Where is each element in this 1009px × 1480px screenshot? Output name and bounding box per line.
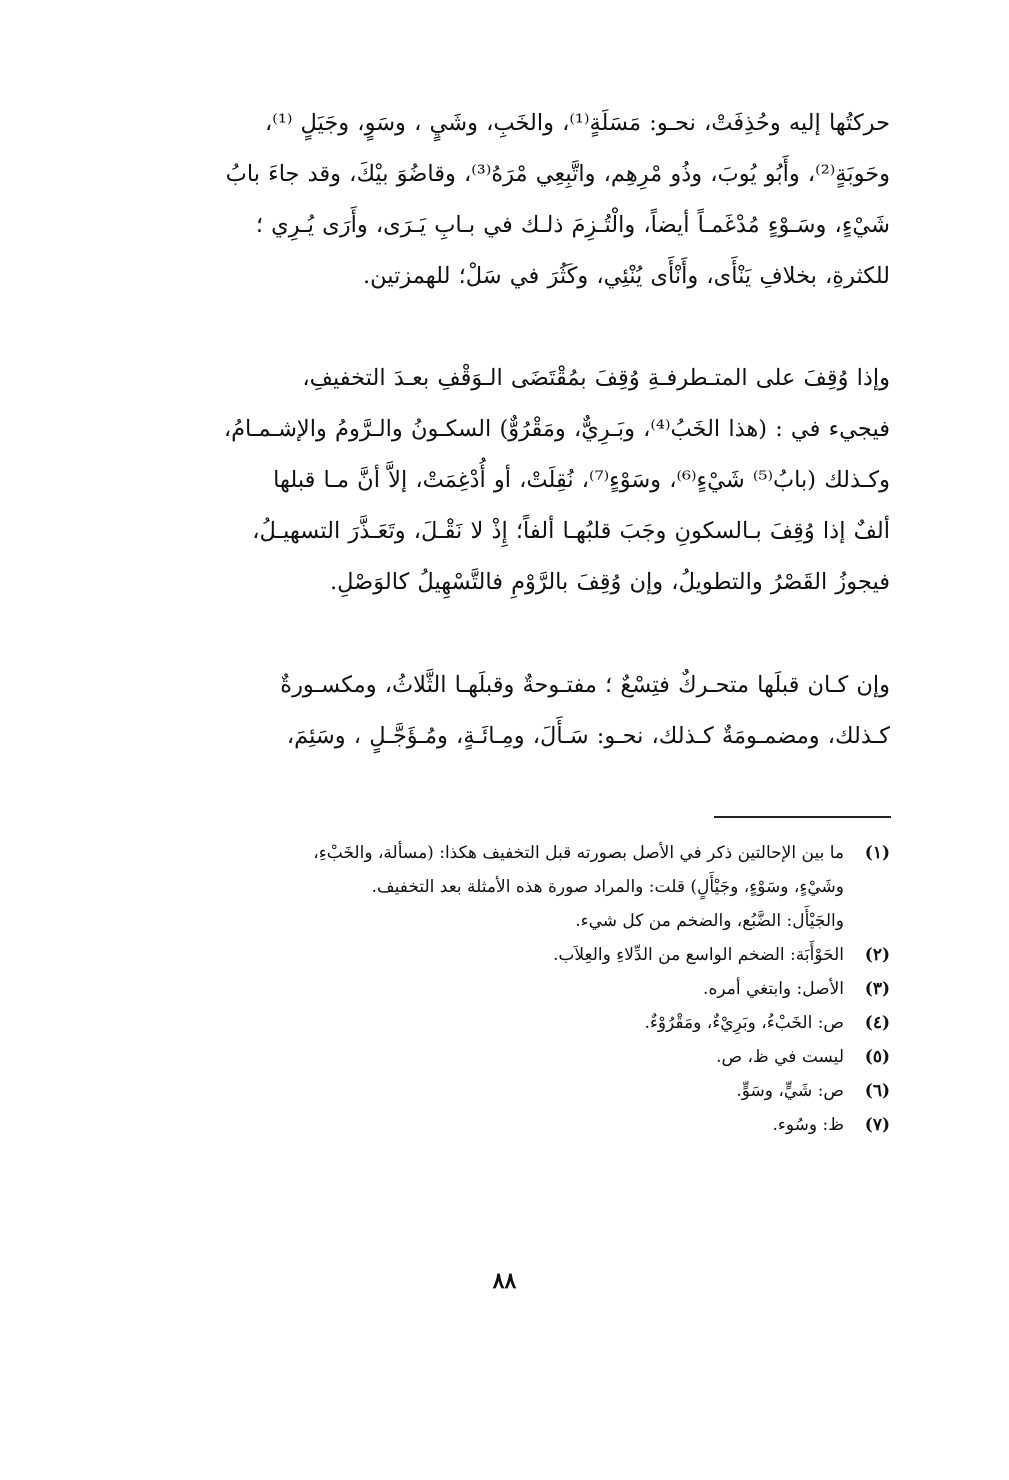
paragraph-2 <box>140 353 890 608</box>
text-line: شَيْءٍ، وسَـوْءٍ مُدْغَمـاً أيضاً، والْتُـزِمَ ذلـك في بـابِ يَـرَى، وأَرَى يُـرِي ؛ <box>255 212 890 238</box>
footnote-5 <box>150 1040 890 1074</box>
footnote-2 <box>150 938 890 972</box>
text-line: ألفٌ إذا وُقِفَ بـالسكونِ وجَبَ قلبُهـا ألفاً؛ إِذْ لا نَقْـلَ، وتَعَـذَّرَ التسهيـلُ، <box>252 518 890 544</box>
paragraph-3 <box>140 660 890 762</box>
footnote-text: ظ: وسُوء. <box>772 1115 844 1135</box>
footnote-text: ص: شَيٍّ، وسَوٍّ. <box>736 1081 844 1101</box>
footnote-divider <box>714 816 891 818</box>
text-line: وحَوبَةٍ⁽²⁾، وأَبُو يُوبَ، وذُو مْرِهِم، واتَّبِعِي مْرَهُ⁽³⁾، وقاضُوَ بيْكَ، وقد جاءَ بابُ <box>225 161 890 187</box>
footnote-text: الحَوْأَبَة: الضخم الواسع من الدِّلاءِ والعِلاَب. <box>552 945 844 965</box>
footnote-6 <box>150 1074 890 1108</box>
footnote-text: والجَيْأَل: الضَّبُع، والضخم من كل شيء. <box>575 911 844 931</box>
footnote-number: (٦) <box>864 1081 890 1101</box>
footnote-text: الأصل: وابتغي أمره. <box>703 979 844 999</box>
footnote-text: ص: الخَبْءُ، وبَرِيْءٌ، ومَقْرُوْءٌ. <box>644 1013 844 1033</box>
text-line: فيجوزُ القَصْرُ والتطويلُ، وإن وُقِفَ بالرَّوْمِ فالتَّسْهِيلُ كالوَصْلِ. <box>329 569 890 595</box>
footnote-number: (١) <box>864 843 890 863</box>
text-line: وكـذلك (بابُ⁽⁵⁾ شَيْءٍ⁽⁶⁾، وسَوْءٍ⁽⁷⁾، نُقِلَتْ، أو أُدْغِمَتْ، إلاَّ أنَّ مـا قبلها <box>273 467 890 493</box>
text-line: كـذلك، ومضمـومَةٌ كـذلك، نحـو: سَـأَلَ، ومِـائَـةٍ، ومُـؤَجَّـلٍ ، وسَئِمَ، <box>286 723 890 749</box>
footnote-text: وشَيْءٍ، وسَوْءٍ، وجَيْأَلٍ) قلت: والمراد صورة هذه الأمثلة بعد التخفيف. <box>371 877 844 897</box>
text-line: فيجيء في : (هذا الخَبُ⁽⁴⁾، وبَـرِيٌّ، ومَقْرُوٌّ) السكـونُ والـرَّومُ والإشـمـامُ، <box>223 416 890 442</box>
paragraph-1 <box>140 98 890 302</box>
text-line: للكثرةِ، بخلافِ يَنْأَى، وأَنْأَى يُنْئِي، وكَثُرَ في سَلْ؛ للهمزتين. <box>363 263 890 289</box>
text-line: حركتُها إليه وحُذِفَتْ، نحـو: مَسَلَةٍ⁽¹⁾، والخَبِ، وشَيٍ ، وسَوٍ، وجَيَلٍ ⁽¹⁾، <box>265 110 890 136</box>
footnote-number: (٣) <box>864 979 890 999</box>
footnote-text: ما بين الإحالتين ذكر في الأصل بصورته قبل التخفيف هكذا: (مسألة، والخَبْءِ، <box>313 843 844 863</box>
footnote-number: (٤) <box>864 1013 890 1033</box>
footnote-text: ليست في ظ، ص. <box>716 1047 844 1067</box>
footnotes <box>150 836 890 1142</box>
text-line: وإن كـان قبلَها متحـركٌ فتِسْعٌ ؛ مفتـوحةٌ وقبلَهـا الثَّلاثُ، ومكسـورةٌ <box>280 672 890 698</box>
footnote-7 <box>150 1108 890 1142</box>
footnote-number: (٢) <box>864 945 890 965</box>
footnote-4 <box>150 1006 890 1040</box>
text-line: وإذا وُقِفَ على المتـطرفـةِ وُقِفَ بمُقْتَضَى الـوَقْفِ بعـدَ التخفيفِ، <box>302 365 890 391</box>
page-number: ٨٨ <box>492 1268 517 1294</box>
footnote-number: (٧) <box>864 1115 890 1135</box>
footnote-1 <box>150 836 890 870</box>
footnote-3 <box>150 972 890 1006</box>
footnote-number: (٥) <box>864 1047 890 1067</box>
